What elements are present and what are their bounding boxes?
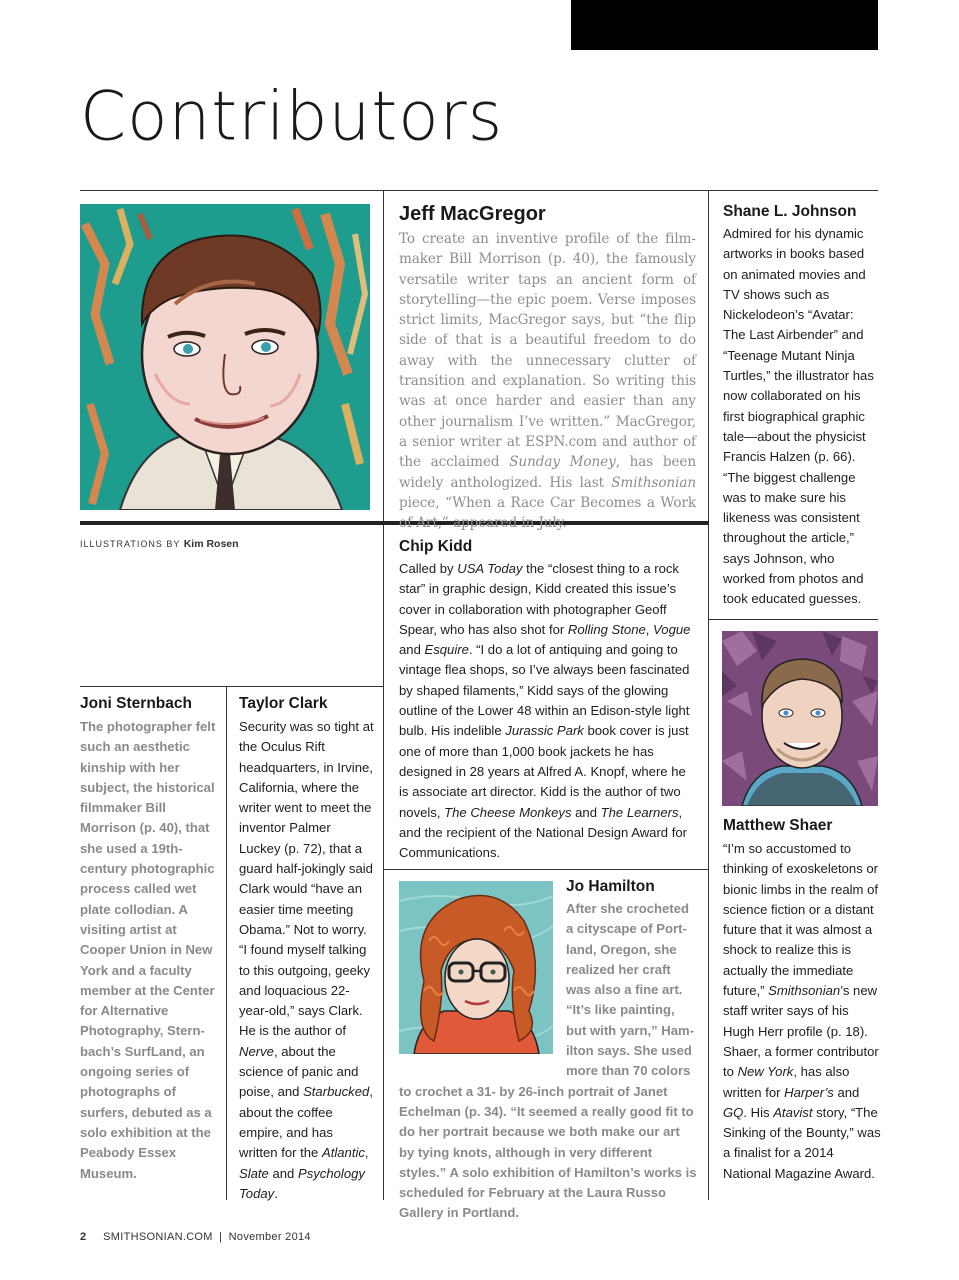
divider-center-right [708,190,709,1200]
header-black-bar [571,0,878,50]
hamilton-name: Jo Hamilton [566,878,655,895]
credit-prefix: ILLUSTRATIONS BY [80,539,181,549]
rule-shaer [708,619,878,620]
footer-date: November 2014 [228,1231,311,1243]
rule-hamilton [383,869,708,870]
clark-name: Taylor Clark [239,695,328,712]
page-title: Contributors [80,77,504,156]
shaer-bio: “I’m so accustomed to thinking of exoskeletons or bionic limbs in the realm of science fiction or a distant future that it was almost a shock to realize this is actually the immediate future,” Smithsonian’s new staff writer says of his Hugh Herr profile (p. 18). Shaer, a former contributor to New York, has also written for Harper’s and GQ. His Atavist story, “The Sinking of the Bounty,” was a finalist for a 2014 National Magazine Award. [723,841,881,1181]
shaer-name: Matthew Shaer [723,817,833,834]
divider-center-left [383,190,384,1200]
kidd-name: Chip Kidd [399,538,473,555]
johnson-bio: Admired for his dynamic artworks in books based on animated movies and TV shows such as Nickelodeon’s “Avatar: The Last Airbender” and “Teenage Mutant Ninja Turtles,” the illustrator has now collaborated on his first biographical graphic tale—about the physicist Francis Halzen (p. 66). “The biggest challenge was to make sure his likeness was consistent throughout the article,” says Johnson, who worked from photos and took educated guesses. [723,226,874,607]
macgregor-bio: To create an inventive profile of the filmmaker Bill Morrison (p. 40), the famously versatile writer taps an ancient form of storytelling—the epic poem. Verse imposes strict limits, MacGregor says, but “the flip side of that is a beautiful freedom to do away with the unnecessary clutter of transition and explanation. So writing this was at once harder and easier than any other journalism I’ve written.” MacGregor, a senior writer at ESPN.com and author of the acclaimed Sunday Money, has been widely anthologized. His last Smithsonian piece, “When a Race Car Becomes a Work of Art,” appeared in July. [399,231,696,532]
kidd-bio: Called by USA Today the “closest thing to a rock star” in graphic design, Kidd created this issue’s cover in collaboration with photographer Geoff Spear, who has also shot for Rolling Stone, Vogue and Esquire. “I do a lot of antiquing and going to vintage flea shops, so I’ve always been fascinated by shaped filaments,” Kidd says of the glowing outline of the Lower 48 within an Edison-style light bulb. His indelible Jurassic Park book cover is just one of more than 1,000 book jackets he has designed in 28 years at Alfred A. Knopf, where he is associate art director. Kidd is the author of two novels, The Cheese Monkeys and The Learners, and the recipient of the National Design Award for Communications. [399,561,691,861]
divider-left-columns [226,686,227,1200]
sternbach-bio: The photographer felt such an aesthetic kinship with her subject, the historical filmmaker Bill Morrison (p. 40), that she used a 19th-century photographic process called wet plate collodian. A visiting artist at Cooper Union in New York and a faculty member at the Center for Alternative Photography, Sternbach’s SurfLand, an ongoing series of photographs of surfers, debuted as a solo exhibition at the Peabody Essex Museum. [80,719,216,1181]
clark-bio: Security was so tight at the Oculus Rift headquarters, in Irvine, California, where the writer went to meet the inventor Palmer Luckey (p. 72), that a guard half-jokingly said Clark would “have an easier time meeting Obama.” Not to worry. “I found myself talking to this outgoing, geeky and loquacious 22-year-old,” says Clark. He is the author of Nerve, about the science of panic and poise, and Starbucked, about the coffee empire, and has written for the Atlantic, Slate and Psychology Today. [239,719,374,1201]
rule-lower-left [80,686,383,687]
page-number: 2 [80,1231,87,1243]
johnson-name: Shane L. Johnson [723,203,857,220]
hamilton-float-spacer [399,899,566,1062]
shaer-portrait-illustration [722,631,878,806]
top-rule [80,190,878,191]
page-footer [80,1231,311,1243]
footer-site: SMITHSONIAN.COM [103,1231,213,1243]
macgregor-name: Jeff MacGregor [399,203,546,225]
sternbach-name: Joni Sternbach [80,695,192,712]
footer-separator: | [219,1231,223,1243]
macgregor-portrait-illustration [80,204,370,510]
illustration-credit [80,538,239,550]
hamilton-bio-wrap [399,899,697,1224]
hamilton-bio: After she crocheted a cityscape of Portland, Oregon, she realized her craft was also a fine art. “It’s like painting, but with yarn,” Hamilton says. She used more than 70 colors to crochet a 31- by 26-inch portrait of Janet Echelman (p. 34). “It seemed a really good fit to do her portrait because we both make our art by tying knots, although in very different styles.” A solo exhibition of Hamilton’s works is scheduled for February at the Laura Russo Gallery in Portland. [399,901,697,1221]
credit-artist: Kim Rosen [183,538,239,550]
